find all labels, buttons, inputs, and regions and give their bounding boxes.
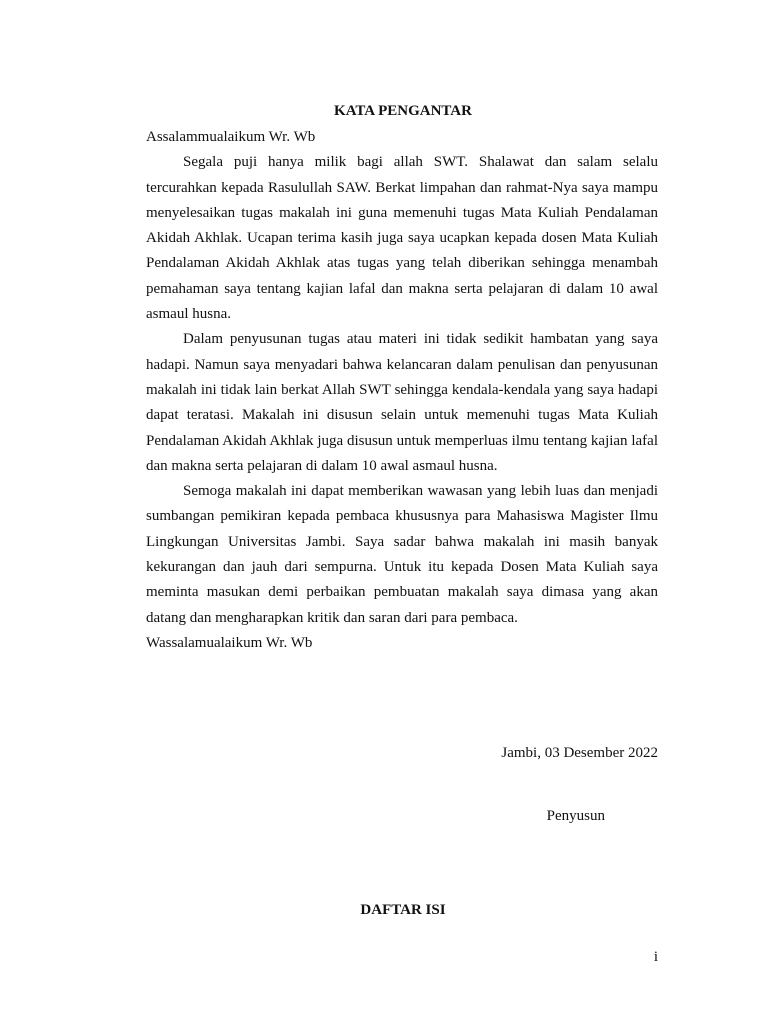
signer-label: Penyusun xyxy=(546,808,605,824)
paragraph-2: Dalam penyusunan tugas atau materi ini tidak sedikit hambatan yang saya hadapi. Namun saya menyadari bahwa kelancaran dalam penulisan dan penyusunan makalah ini tidak lain berkat Allah SWT sehingga kendala-kendala yang saya hadapi dapat teratasi. Makalah ini disusun selain untuk memenuhi tugas Mata Kuliah Pendalaman Akidah Akhlak juga disusun untuk memperluas ilmu tentang kajian lafal dan makna serta pelajaran di dalam 10 awal asmaul husna. xyxy=(146,331,658,474)
next-section-title: DAFTAR ISI xyxy=(360,902,446,918)
document-body xyxy=(146,125,658,656)
paragraph-1: Segala puji hanya milik bagi allah SWT. Shalawat dan salam selalu tercurahkan kepada Rasulullah SAW. Berkat limpahan dan rahmat-Nya saya mampu menyelesaikan tugas makalah ini guna memenuhi tugas Mata Kuliah Pendalaman Akidah Akhlak. Ucapan terima kasih juga saya ucapkan kepada dosen Mata Kuliah Pendalaman Akidah Akhlak atas tugas yang telah diberikan sehingga menambah pemahaman saya tentang kajian lafal dan makna serta pelajaran di dalam 10 awal asmaul husna. xyxy=(146,154,658,323)
paragraph-3: Semoga makalah ini dapat memberikan wawasan yang lebih luas dan menjadi sumbangan pemikiran kepada pembaca khususnya para Mahasiswa Magister Ilmu Lingkungan Universitas Jambi. Saya sadar bahwa makalah ini masih banyak kekurangan dan jauh dari sempurna. Untuk itu kepada Dosen Mata Kuliah saya meminta masukan demi perbaikan pembuatan makalah saya dimasa yang akan datang dan mengharapkan kritik dan saran dari para pembaca. xyxy=(146,483,658,626)
closing-greeting: Wassalamualaikum Wr. Wb xyxy=(146,634,313,651)
page-title: KATA PENGANTAR xyxy=(334,103,472,119)
place-date: Jambi, 03 Desember 2022 xyxy=(501,745,658,761)
page-number: i xyxy=(653,949,658,965)
opening-greeting: Assalammualaikum Wr. Wb xyxy=(146,129,316,145)
